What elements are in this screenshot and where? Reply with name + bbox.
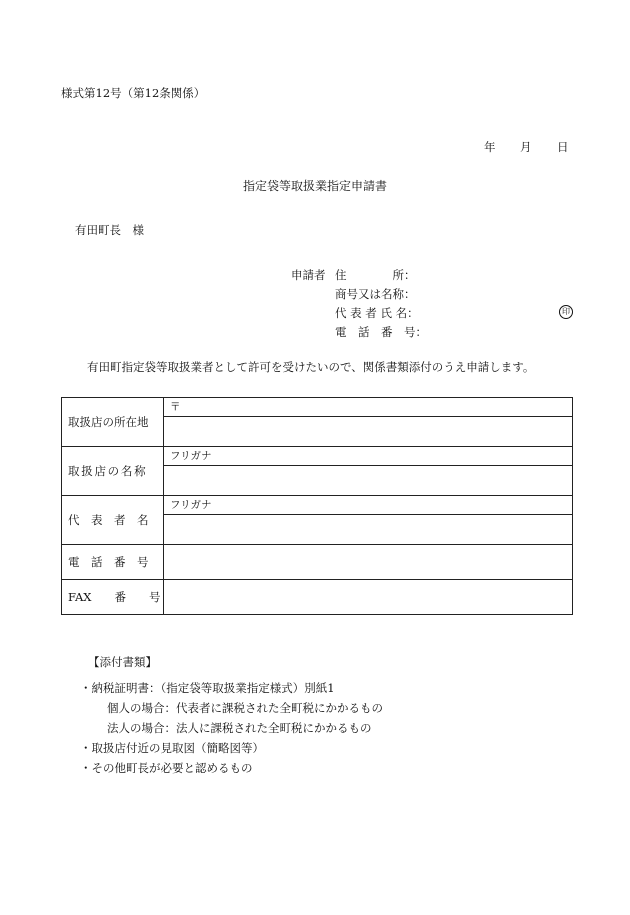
furigana-label-store: フリガナ: [164, 447, 573, 466]
applicant-business-name-label: 商号又は名称：: [335, 287, 416, 301]
applicant-prefix: 申請者: [291, 268, 326, 282]
store-name-field[interactable]: [164, 466, 573, 496]
row-label-representative: 代 表 者 名: [62, 496, 164, 545]
row-label-store-name: 取扱店の名称: [62, 447, 164, 496]
phone-field[interactable]: [164, 545, 573, 580]
date-year-label: 年: [484, 140, 496, 154]
application-statement: 有田町指定袋等取扱業者として許可を受けたいので、関係書類添付のうえ申請します。: [87, 360, 535, 374]
seal-mark: 印: [559, 305, 573, 319]
applicant-address-label: 住 所：: [335, 268, 416, 282]
form-number: 様式第12号（第12条関係）: [61, 86, 206, 100]
attachments-list: [80, 678, 383, 778]
representative-name-field[interactable]: [164, 515, 573, 545]
applicant-phone-label: 電 話 番 号：: [335, 325, 427, 339]
attachment-item: ・取扱店付近の見取図（簡略図等）: [80, 741, 264, 755]
attachments-heading: 【添付書類】: [88, 655, 157, 669]
postal-mark: 〒: [164, 398, 573, 417]
row-label-fax: FAX 番 号: [62, 580, 164, 615]
addressee: 有田町長 様: [75, 223, 144, 237]
fax-field[interactable]: [164, 580, 573, 615]
store-location-field[interactable]: [164, 417, 573, 447]
document-title: 指定袋等取扱業指定申請書: [242, 179, 387, 193]
application-table: [61, 397, 573, 615]
date-month-label: 月: [520, 140, 532, 154]
attachment-item: ・その他町長が必要と認めるもの: [80, 761, 253, 775]
applicant-representative-label: 代 表 者 氏 名：: [335, 306, 419, 320]
row-label-phone: 電 話 番 号: [62, 545, 164, 580]
row-label-store-location: 取扱店の所在地: [62, 398, 164, 447]
attachment-item: ・納税証明書：（指定袋等取扱業指定様式）別紙1: [80, 681, 335, 695]
furigana-label-representative: フリガナ: [164, 496, 573, 515]
attachment-subitem: 法人の場合：法人に課税された全町税にかかるもの: [107, 721, 372, 735]
date-day-label: 日: [557, 140, 569, 154]
attachment-subitem: 個人の場合：代表者に課税された全町税にかかるもの: [107, 701, 383, 715]
